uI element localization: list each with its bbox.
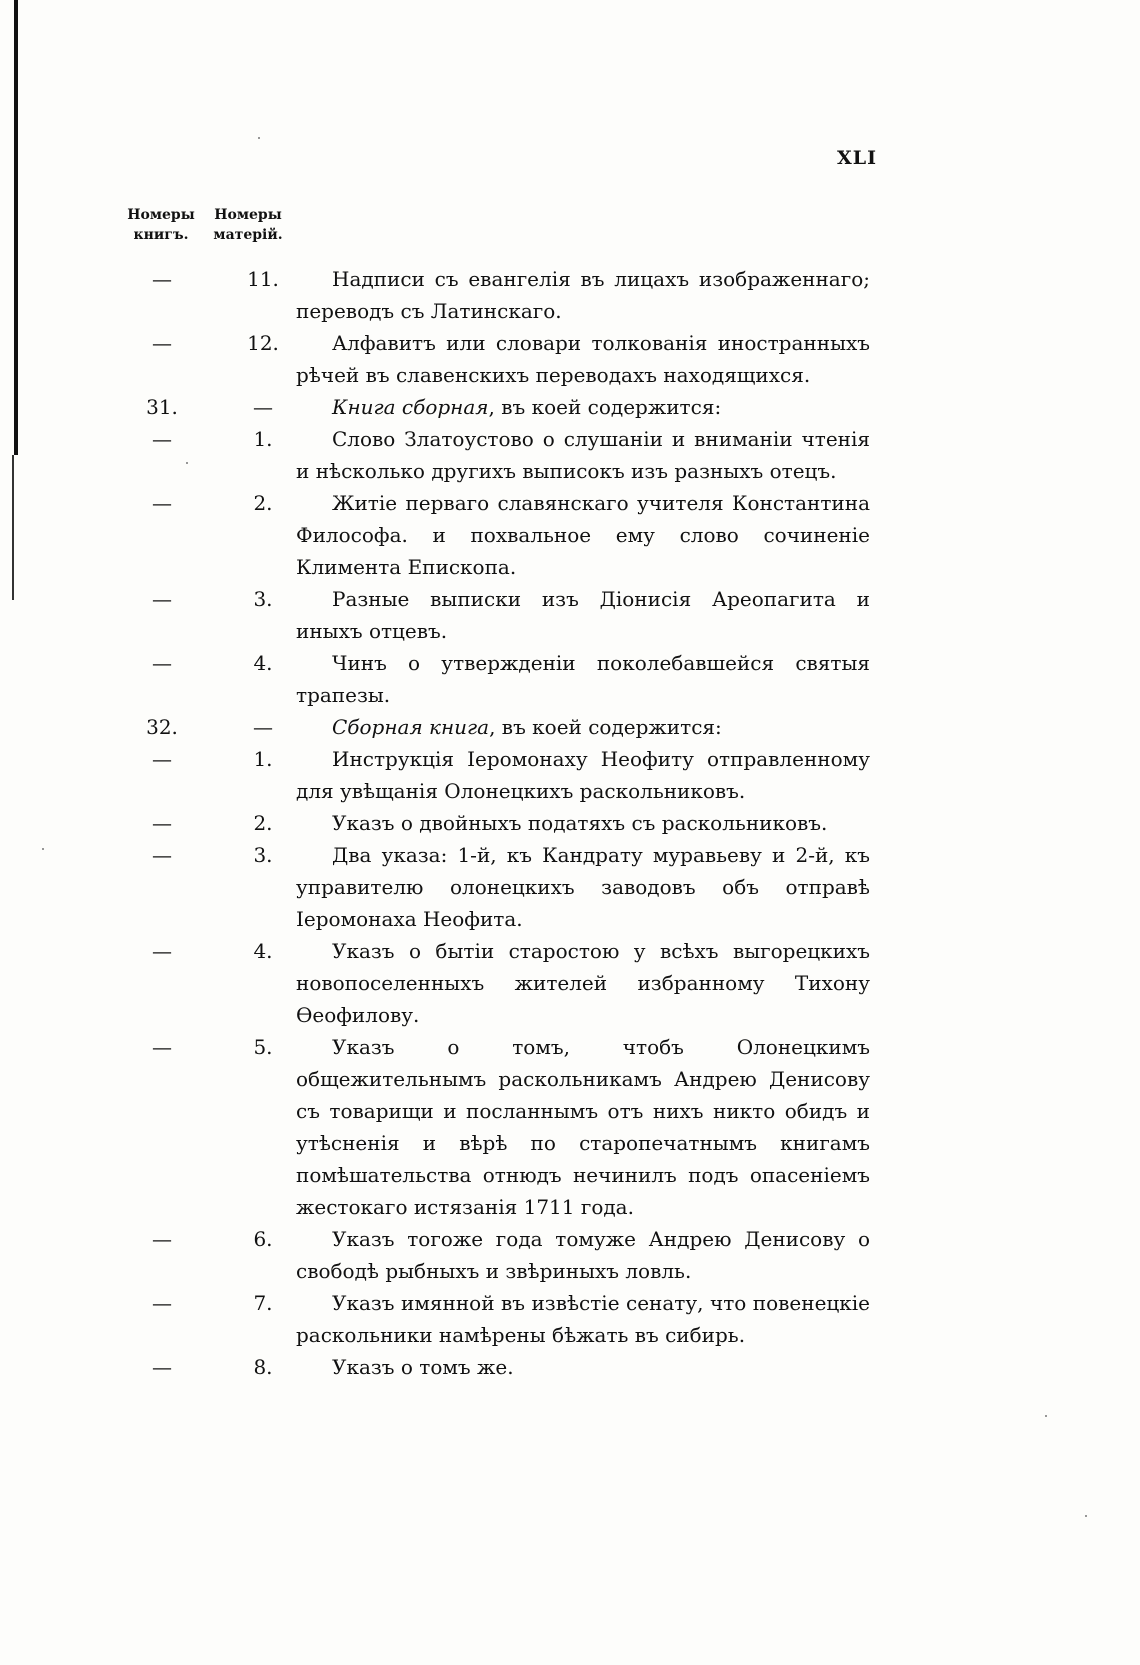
- entry-description: [296, 711, 870, 743]
- entry-text: Два указа: 1-й, къ Кандрату муравьеву и 2-й, къ управителю олонецкихъ заводовъ объ отправѣ Іеромонаха Неофита.: [296, 843, 870, 931]
- entry-description: [296, 1031, 870, 1223]
- material-number: 2.: [253, 491, 273, 515]
- catalog-entry: [130, 711, 870, 743]
- entry-text: Указъ о томъ, чтобъ Олонецкимъ общежительнымъ раскольникамъ Андрею Денисову съ товарищи и посланнымъ отъ нихъ никто обидъ и утѣсненія и вѣрѣ по старопечатнымъ книгамъ помѣшательства отнюдъ нечинилъ подъ опасеніемъ жестокаго истязанія 1711 года.: [296, 1035, 870, 1219]
- catalog-entry: [130, 807, 870, 839]
- entry-text: Указъ о бытіи старостою у всѣхъ выгорецкихъ новопоселенныхъ жителей избранному Тихону Ѳеофилову.: [296, 939, 870, 1027]
- book-number: —: [152, 939, 172, 963]
- entry-text: Указъ имянной въ извѣстіе сенату, что повенецкіе раскольники намѣрены бѣжать въ сибирь.: [296, 1291, 870, 1347]
- entry-text: Указъ о томъ же.: [332, 1355, 514, 1379]
- column-header-materials: Номеры матерій.: [213, 207, 283, 243]
- material-number: —: [253, 395, 273, 419]
- catalog-entry: [130, 263, 870, 327]
- material-number: 11.: [247, 267, 279, 291]
- material-number: 4.: [253, 651, 273, 675]
- catalog-entry: [130, 1351, 870, 1383]
- entry-text: Слово Златоустово о слушаніи и вниманіи чтенія и нѣсколько другихъ выписокъ изъ разныхъ отецъ.: [296, 427, 870, 483]
- scan-speck: [42, 848, 44, 850]
- material-number: 5.: [253, 1035, 273, 1059]
- book-number: —: [152, 587, 172, 611]
- entry-description: [296, 423, 870, 487]
- page-binding-edge: [14, 0, 18, 455]
- book-number: —: [152, 747, 172, 771]
- catalog-entry: [130, 647, 870, 711]
- catalog-entry: [130, 327, 870, 391]
- book-number: —: [152, 267, 172, 291]
- book-number: —: [152, 811, 172, 835]
- material-number: 2.: [253, 811, 273, 835]
- catalog-entry: [130, 935, 870, 1031]
- catalog-entry: [130, 583, 870, 647]
- catalog-entry: [130, 743, 870, 807]
- catalog-entry: [130, 839, 870, 935]
- entry-description: [296, 327, 870, 391]
- material-number: 3.: [253, 587, 273, 611]
- entry-text: Указъ о двойныхъ податяхъ съ раскольниковъ.: [332, 811, 828, 835]
- entry-description: [296, 1351, 870, 1383]
- entry-description: [296, 1287, 870, 1351]
- book-number: —: [152, 1291, 172, 1315]
- scan-speck: [1045, 1415, 1047, 1417]
- entry-text: Житіе перваго славянскаго учителя Константина Философа. и похвальное ему слово сочиненіе Климента Епископа.: [296, 491, 870, 579]
- column-header-books: Номеры книгъ.: [127, 207, 195, 243]
- entry-description: [296, 487, 870, 583]
- book-number: 32.: [146, 715, 178, 739]
- catalog-entry: [130, 1287, 870, 1351]
- entry-text: Надписи съ евангелія въ лицахъ изображеннаго; переводъ съ Латинскаго.: [296, 267, 870, 323]
- entry-text: , въ коей содержится:: [489, 715, 722, 739]
- entry-description: [296, 263, 870, 327]
- entry-description: [296, 583, 870, 647]
- entry-title-italic: Сборная книга: [332, 715, 490, 739]
- material-number: 6.: [253, 1227, 273, 1251]
- page-number: XLI: [837, 147, 877, 169]
- entry-text: Разные выписки изъ Діонисія Ареопагита и иныхъ отцевъ.: [296, 587, 870, 643]
- material-number: 3.: [253, 843, 273, 867]
- book-number: —: [152, 843, 172, 867]
- entry-text: , въ коей содержится:: [488, 395, 722, 419]
- material-number: 8.: [253, 1355, 273, 1379]
- material-number: 7.: [253, 1291, 273, 1315]
- entry-description: [296, 839, 870, 935]
- entry-text: Алфавитъ или словари толкованія иностранныхъ рѣчей въ славенскихъ переводахъ находящихся.: [296, 331, 870, 387]
- book-number: —: [152, 1355, 172, 1379]
- entry-title-italic: Книга сборная: [332, 395, 489, 419]
- entry-description: [296, 743, 870, 807]
- material-number: 4.: [253, 939, 273, 963]
- entry-description: [296, 807, 870, 839]
- material-number: 1.: [253, 427, 273, 451]
- material-number: 12.: [247, 331, 279, 355]
- catalog-entry: [130, 423, 870, 487]
- book-number: —: [152, 491, 172, 515]
- catalog-entry: [130, 1223, 870, 1287]
- scan-speck: [258, 137, 260, 139]
- book-number: —: [152, 427, 172, 451]
- book-number: —: [152, 331, 172, 355]
- entry-text: Чинъ о утвержденіи поколебавшейся святыя трапезы.: [296, 651, 870, 707]
- material-number: 1.: [253, 747, 273, 771]
- book-number: 31.: [146, 395, 178, 419]
- catalog-entry: [130, 1031, 870, 1223]
- book-number: —: [152, 1035, 172, 1059]
- book-number: —: [152, 651, 172, 675]
- entry-text: Указъ тогоже года томуже Андрею Денисову о свободѣ рыбныхъ и звѣриныхъ ловль.: [296, 1227, 870, 1283]
- entry-description: [296, 1223, 870, 1287]
- entry-text: Инструкція Іеромонаху Неофиту отправленному для увѣщанія Олонецкихъ раскольниковъ.: [296, 747, 870, 803]
- entry-description: [296, 935, 870, 1031]
- catalog-entry: [130, 391, 870, 423]
- catalog-entry: [130, 487, 870, 583]
- book-number: —: [152, 1227, 172, 1251]
- page-binding-edge-lower: [12, 455, 14, 600]
- entry-description: [296, 391, 870, 423]
- scan-speck: [1085, 1515, 1087, 1517]
- catalog-entries: [130, 263, 870, 1383]
- entry-description: [296, 647, 870, 711]
- material-number: —: [253, 715, 273, 739]
